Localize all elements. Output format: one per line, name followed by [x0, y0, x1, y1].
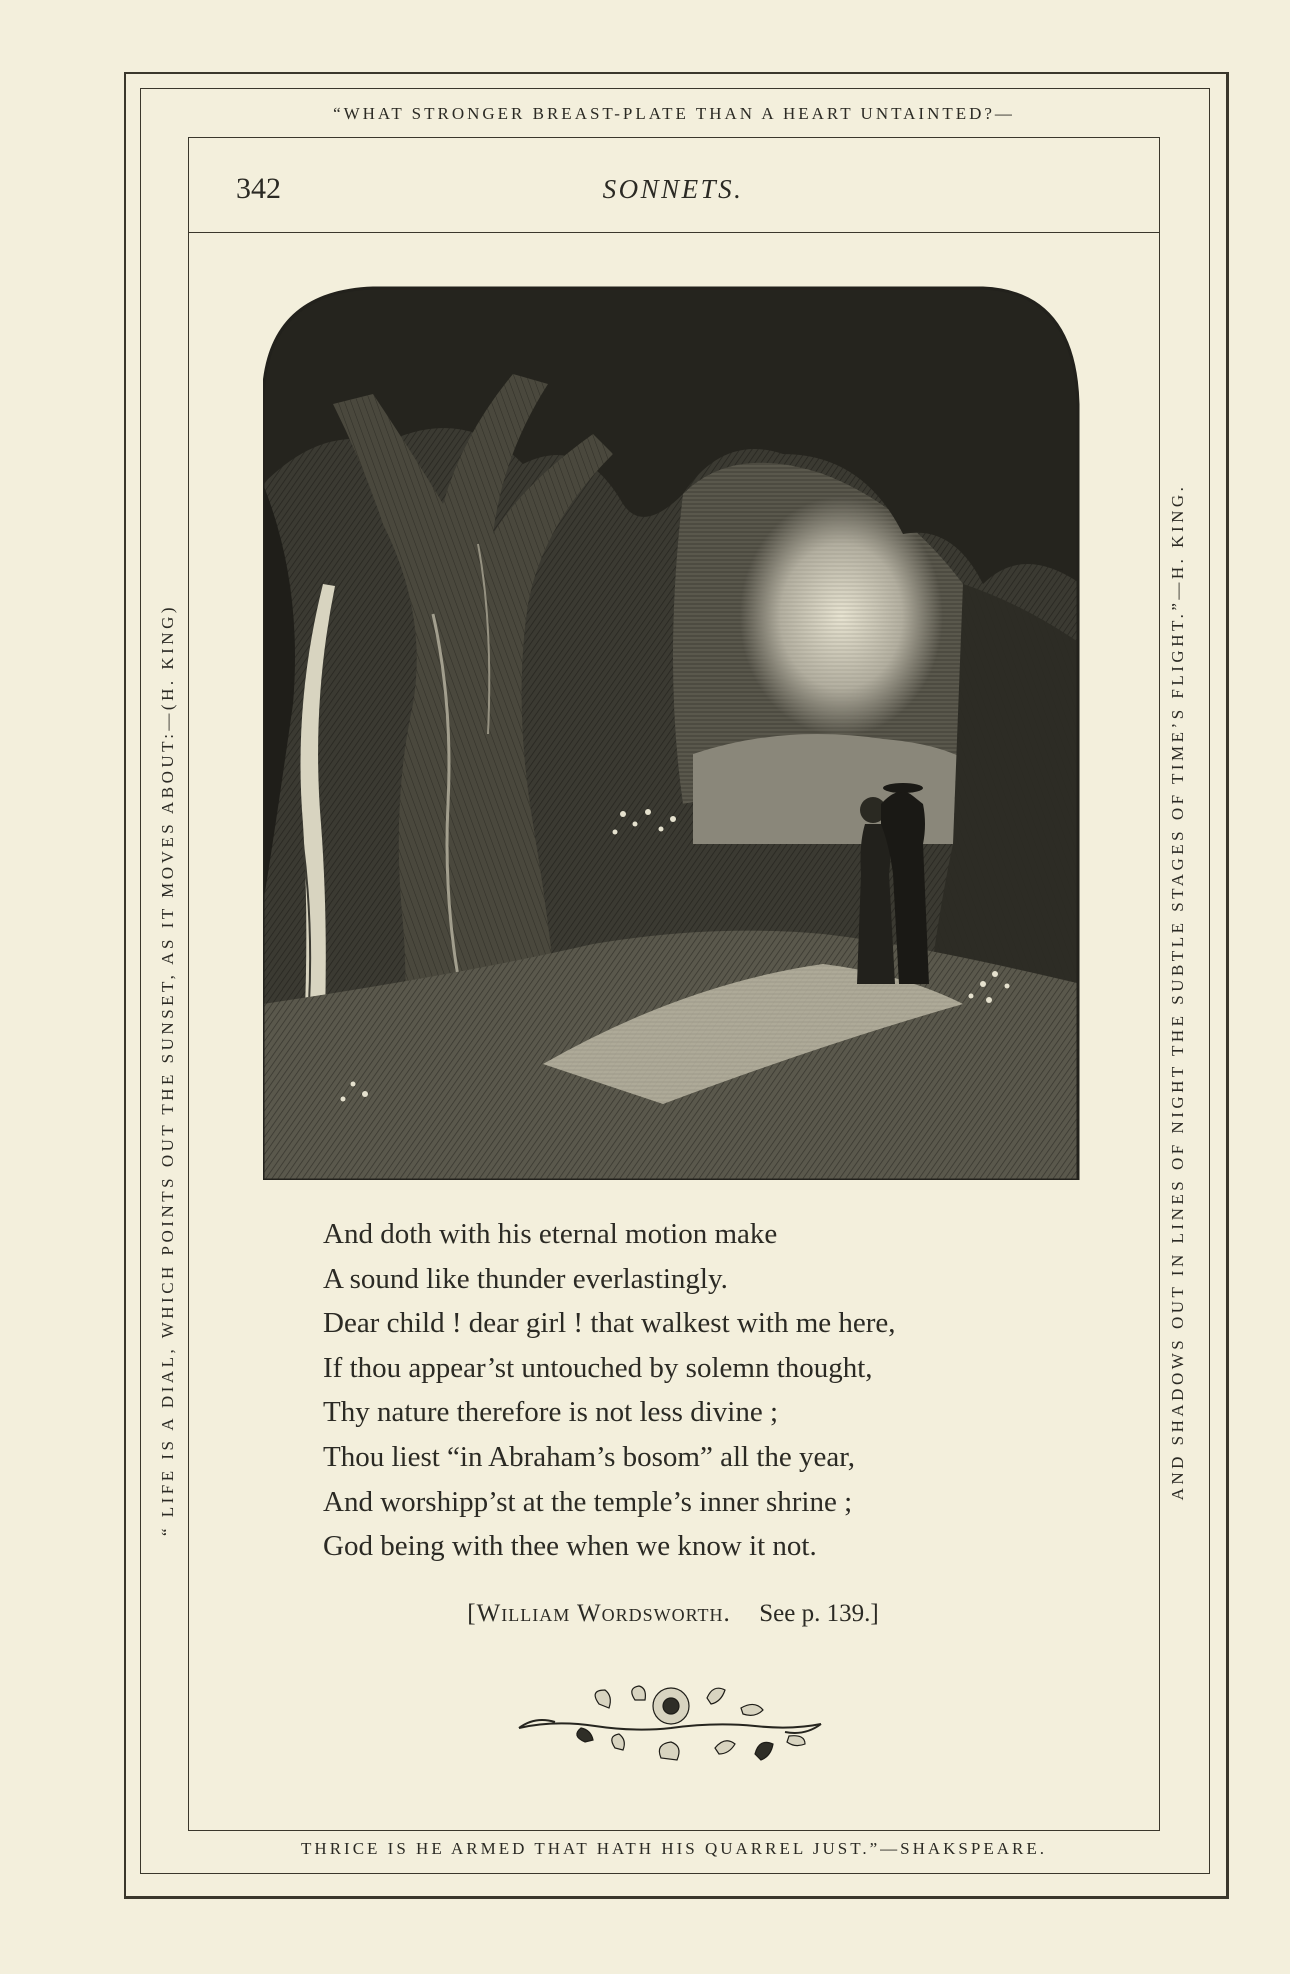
poem-line: Thou liest “in Abraham’s bosom” all the year, [323, 1440, 855, 1473]
woodland-engraving-icon [263, 284, 1081, 1180]
poem-line: And doth with his eternal motion make [323, 1218, 778, 1250]
poem-line: And worshipp’st at the temple’s inner shrine ; [323, 1485, 853, 1518]
poem-attribution [188, 1600, 1158, 1628]
running-head: SONNETS. [602, 174, 744, 204]
bottom-border-quote: THRICE IS HE ARMED THAT HATH HIS QUARREL JUST.”—SHAKSPEARE. [301, 1839, 1047, 1858]
attribution-reference: See p. 139.] [759, 1600, 879, 1627]
poem-line: Thy nature therefore is not less divine ; [323, 1396, 779, 1429]
poem-line: If thou appear’st untouched by solemn thought, [323, 1351, 873, 1384]
left-border-quote: “ LIFE IS A DIAL, WHICH POINTS OUT THE SUNSET, AS IT MOVES ABOUT:—(H. KING) [158, 603, 177, 1537]
attribution-author: [William Wordsworth. [467, 1600, 731, 1627]
poem-stanza [323, 1212, 1083, 1569]
poem-line: God being with thee when we know it not. [323, 1530, 817, 1563]
poem-line: A sound like thunder everlastingly. [323, 1262, 728, 1295]
header-rule [188, 232, 1160, 233]
poem-line: Dear child ! dear girl ! that walkest with me here, [323, 1307, 896, 1340]
top-border-quote: “WHAT STRONGER BREAST-PLATE THAN A HEART UNTAINTED?— [333, 104, 1015, 123]
right-border-quote: AND SHADOWS OUT IN LINES OF NIGHT THE SUBTLE STAGES OF TIME’S FLIGHT.”—H. KING. [1168, 483, 1187, 1501]
page-number: 342 [236, 172, 281, 205]
floral-vignette-icon [515, 1682, 827, 1772]
